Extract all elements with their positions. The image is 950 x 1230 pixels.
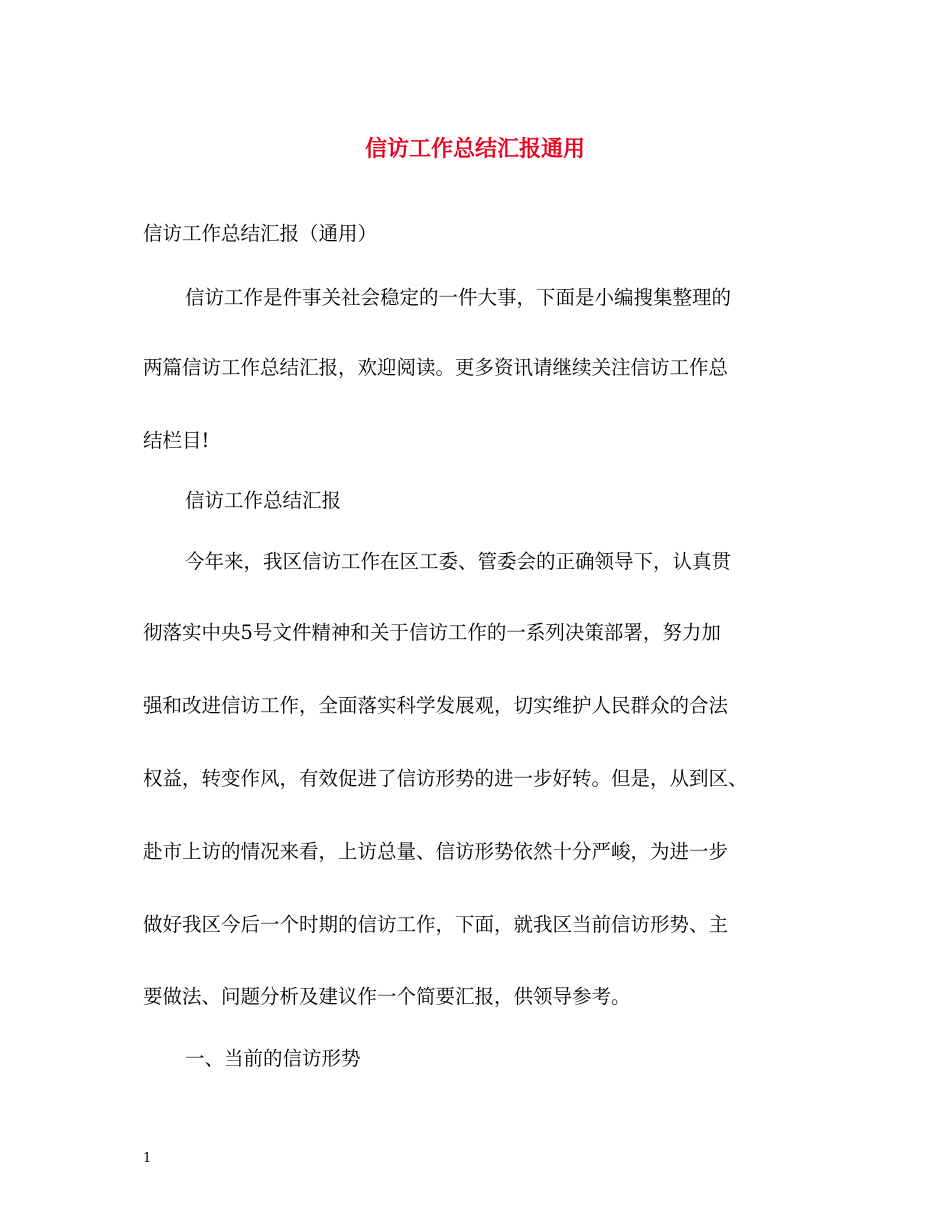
paragraph-line: 结栏目! [143, 429, 210, 452]
paragraph-line: 赴市上访的情况来看，上访总量、信访形势依然十分严峻，为进一步 [143, 840, 729, 863]
paragraph-line: 两篇信访工作总结汇报，欢迎阅读。更多资讯请继续关注信访工作总 [143, 356, 729, 379]
paragraph-line: 今年来，我区信访工作在区工委、管委会的正确领导下，认真贯 [185, 550, 732, 573]
section-heading: 一、当前的信访形势 [185, 1047, 361, 1070]
document-title: 信访工作总结汇报通用 [364, 136, 585, 162]
section-heading: 信访工作总结汇报 [185, 489, 342, 512]
paragraph-line: 彻落实中央5号文件精神和关于信访工作的一系列决策部署，努力加 [143, 621, 721, 644]
paragraph-line: 做好我区今后一个时期的信访工作，下面，就我区当前信访形势、主 [143, 913, 729, 936]
paragraph-line: 要做法、问题分析及建议作一个简要汇报，供领导参考。 [143, 985, 631, 1008]
paragraph-line: 权益，转变作风，有效促进了信访形势的进一步好转。但是，从到区、 [143, 767, 748, 790]
page-number: 1 [143, 1151, 152, 1166]
subtitle-line: 信访工作总结汇报（通用） [143, 222, 378, 245]
paragraph-line: 强和改进信访工作，全面落实科学发展观，切实维护人民群众的合法 [143, 694, 729, 717]
paragraph-line: 信访工作是件事关社会稳定的一件大事，下面是小编搜集整理的 [185, 286, 732, 309]
